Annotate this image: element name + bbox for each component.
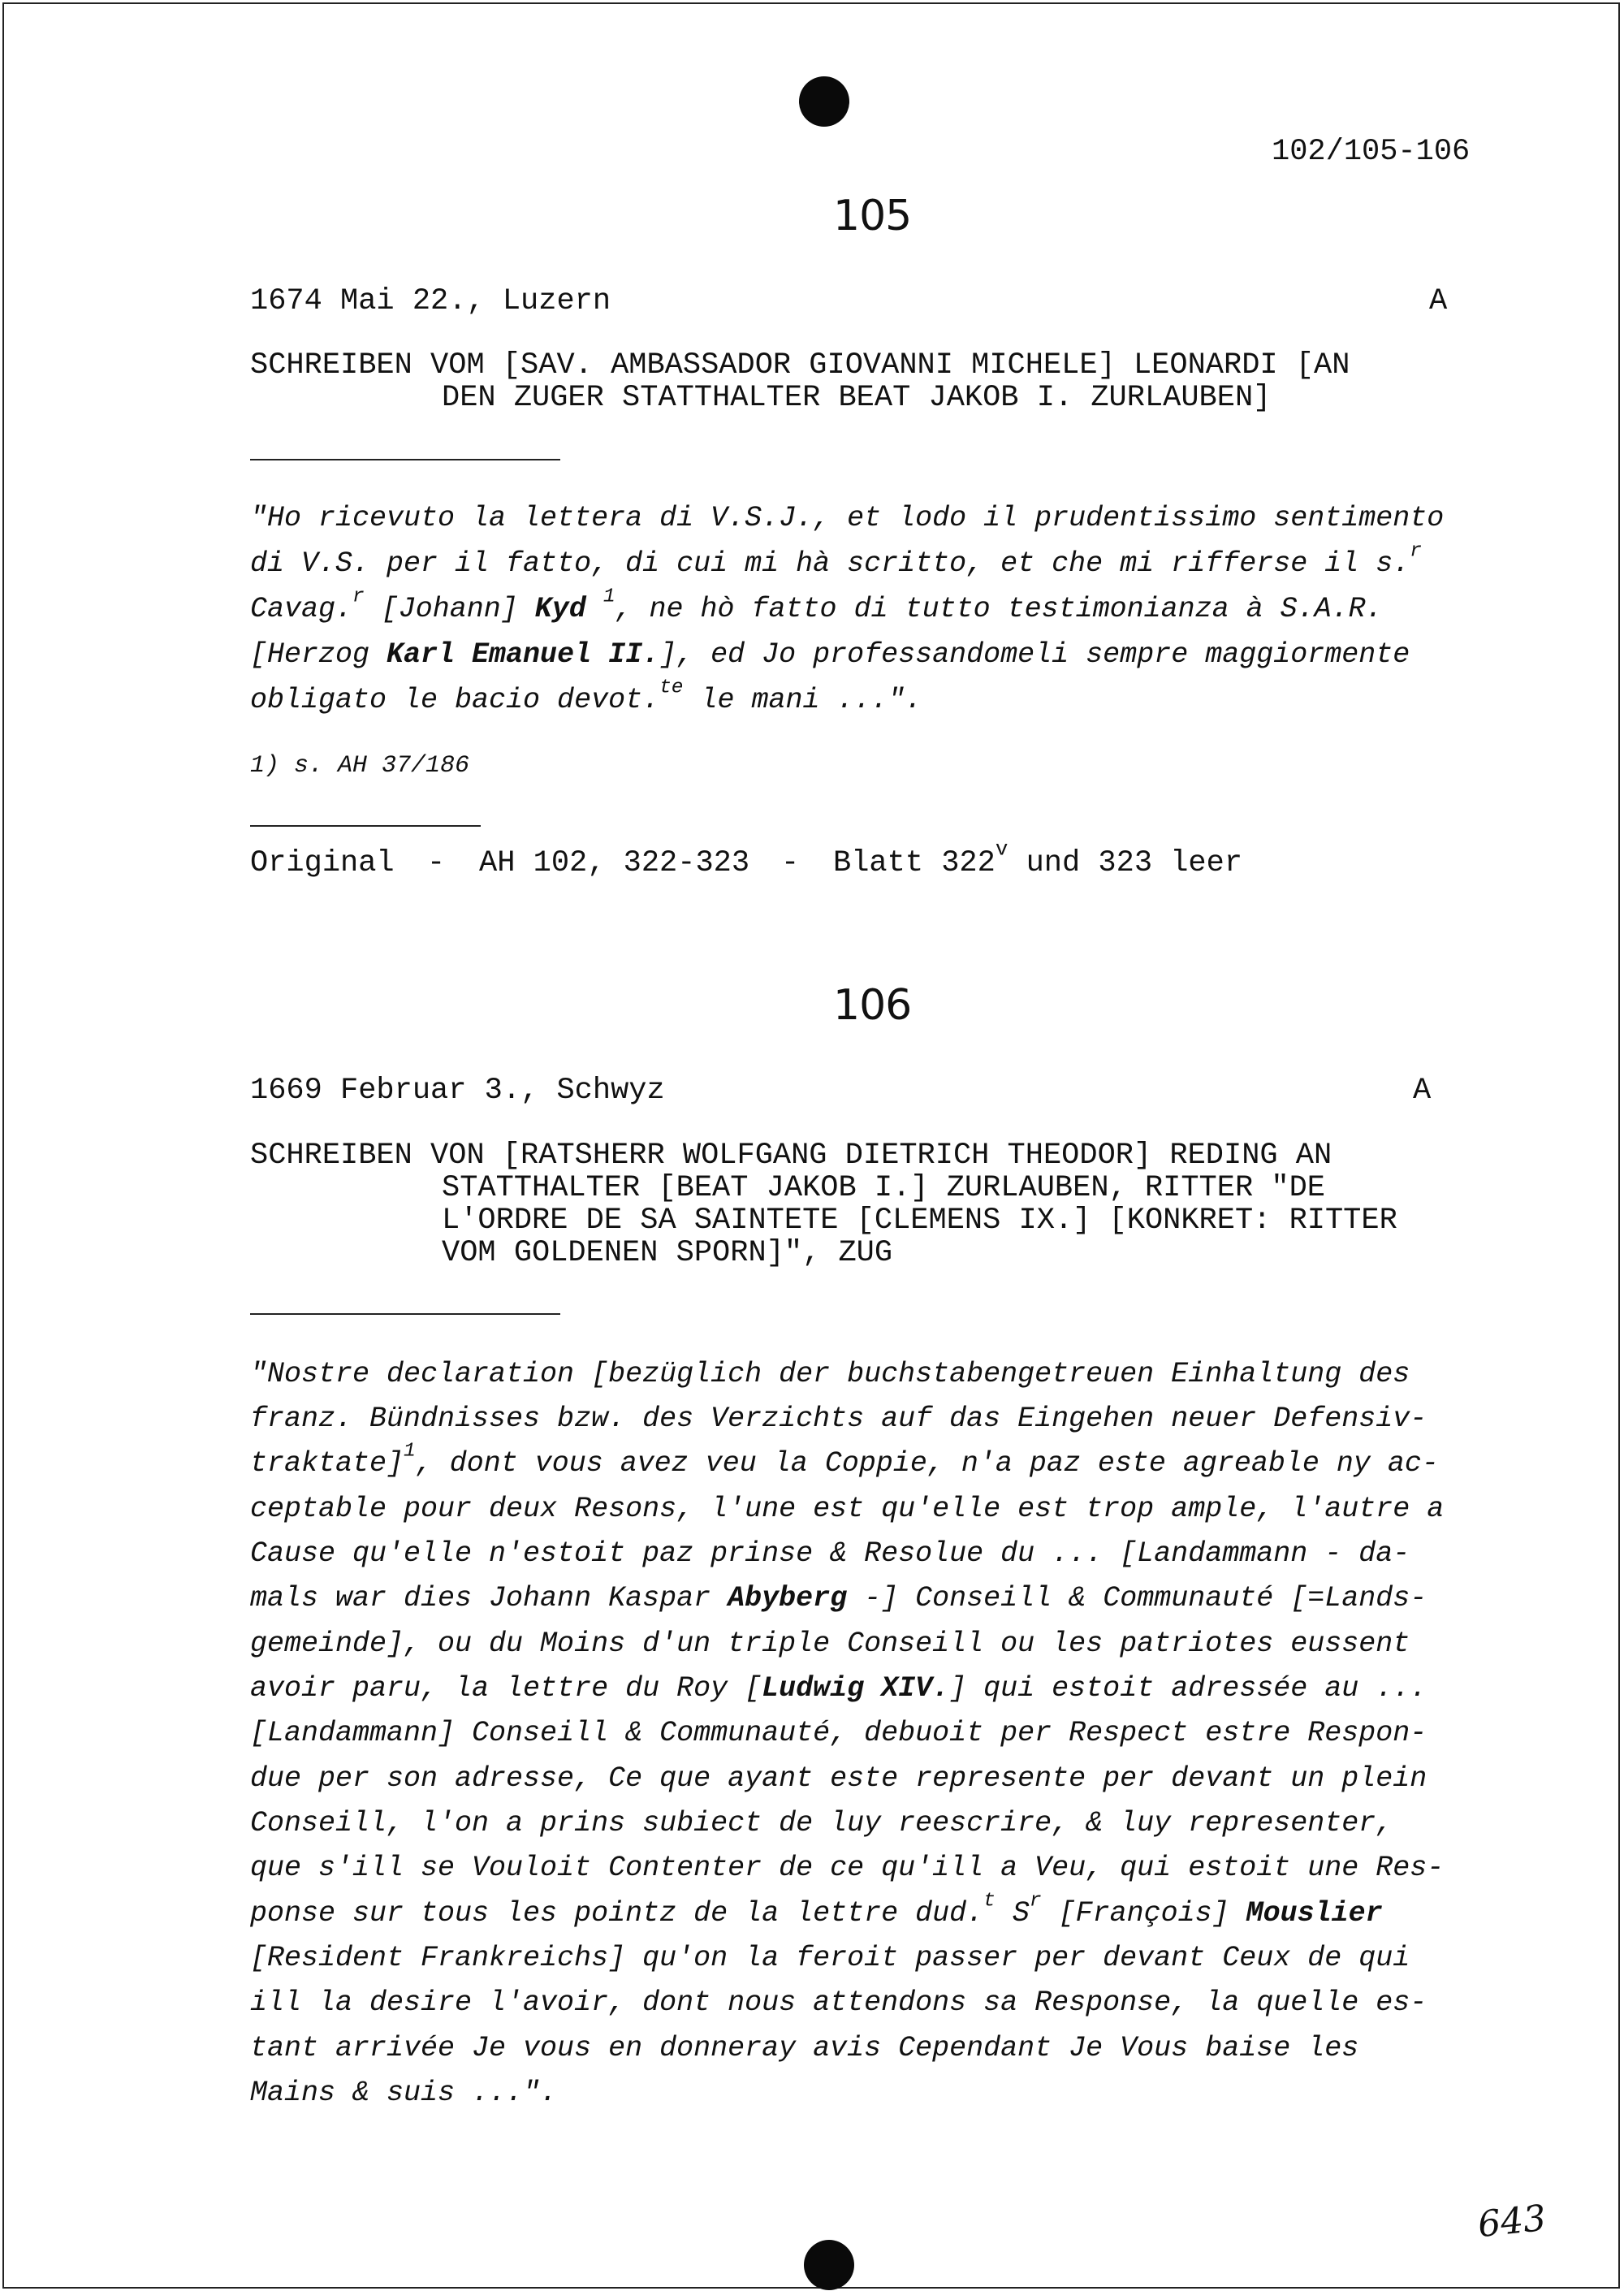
entry-number: 105 [833, 192, 912, 240]
source-reference: AH 102, 322-323 [479, 846, 750, 880]
footnote: 1) s. AH 37/186 [250, 752, 470, 780]
entry-date-place: 1674 Mai 22., Luzern [250, 284, 611, 318]
source-note: Blatt 322$^v$ und 323 leer [833, 836, 1243, 880]
quote-line: que s'ill se Vouloit Contenter de ce qu'ill a Veu, qui estoit une Res- [250, 1852, 1445, 1884]
quote-line: di V.S. per il fatto, di cui mi hà scritto, et che mi rifferse il s.$^r$ [250, 540, 1422, 580]
quote-line: ponse sur tous les pointz de la lettre dud.$^t$ $S^r$ [François] Mouslier [250, 1890, 1383, 1930]
quote-line: Mains & suis ...". [250, 2077, 558, 2109]
quote-line: "Ho ricevuto la lettera di V.S.J., et lodo il prudentissimo sentimento [250, 502, 1445, 534]
quote-line: Cavag.$^r$ [Johann] Kyd $^1$, ne hò fatto di tutto testimonianza à S.A.R. [250, 586, 1383, 625]
entry-category: A [1429, 284, 1448, 318]
entry-heading-line: SCHREIBEN VOM [SAV. AMBASSADOR GIOVANNI MICHELE] LEONARDI [AN [250, 348, 1350, 383]
quote-line: [Resident Frankreichs] qu'on la feroit passer per devant Ceux de qui [250, 1942, 1410, 1974]
punch-hole-bottom [804, 2240, 854, 2290]
source-dash: - [427, 846, 446, 880]
quote-line: gemeinde], ou du Moins d'un triple Conseill ou les patriotes eussent [250, 1627, 1410, 1660]
entry-heading-line: STATTHALTER [BEAT JAKOB I.] ZURLAUBEN, RITTER "DE [442, 1171, 1325, 1205]
separator-rule [250, 459, 560, 460]
source-dash: - [781, 846, 800, 880]
quote-line: tant arrivée Je vous en donneray avis Cependant Je Vous baise les [250, 2032, 1359, 2064]
entry-date-place: 1669 Februar 3., Schwyz [250, 1074, 665, 1108]
entry-heading-line: L'ORDRE DE SA SAINTETE [CLEMENS IX.] [KONKRET: RITTER [442, 1204, 1397, 1238]
separator-rule [250, 1313, 560, 1315]
quote-line: Cause qu'elle n'estoit paz prinse & Resolue du ... [Landammann - da- [250, 1537, 1410, 1570]
entry-number: 106 [833, 981, 912, 1030]
entry-heading-line: SCHREIBEN VON [RATSHERR WOLFGANG DIETRICH THEODOR] REDING AN [250, 1139, 1332, 1173]
entry-heading-line: VOM GOLDENEN SPORN]", ZUG [442, 1236, 893, 1270]
quote-line: [Herzog Karl Emanuel II.], ed Jo professandomeli sempre maggiormente [250, 638, 1410, 671]
quote-line: due per son adresse, Ce que ayant este represente per devant un plein [250, 1762, 1427, 1795]
entry-category: A [1413, 1074, 1432, 1108]
entry-heading-line: DEN ZUGER STATTHALTER BEAT JAKOB I. ZURLAUBEN] [442, 381, 1272, 415]
source-original: Original [250, 846, 395, 880]
quote-line: Conseill, l'on a prins subiect de luy reescrire, & luy representer, [250, 1807, 1393, 1839]
quote-line: ceptable pour deux Resons, l'une est qu'elle est trop ample, l'autre a [250, 1493, 1445, 1525]
quote-line: [Landammann] Conseill & Communauté, debuoit per Respect estre Respon- [250, 1717, 1427, 1749]
quote-line: mals war dies Johann Kaspar Abyberg -] Conseill & Communauté [=Lands- [250, 1582, 1427, 1615]
document-reference: 102/105-106 [1272, 135, 1471, 169]
quote-line: ill la desire l'avoir, dont nous attendons sa Response, la quelle es- [250, 1986, 1427, 2019]
quote-line: obligato le bacio devot.$^{te}$ le mani ...". [250, 676, 922, 716]
punch-hole-top [799, 76, 849, 127]
quote-line: franz. Bündnisses bzw. des Verzichts auf das Eingehen neuer Defensiv- [250, 1403, 1427, 1435]
separator-rule [250, 825, 481, 827]
quote-line: "Nostre declaration [bezüglich der buchstabengetreuen Einhaltung des [250, 1358, 1410, 1390]
quote-line: avoir paru, la lettre du Roy [Ludwig XIV.] qui estoit adressée au ... [250, 1672, 1427, 1705]
handwritten-page-number: 643 [1475, 2197, 1548, 2246]
quote-line: traktate]$^1$, dont vous avez veu la Coppie, n'a paz este agreable ny ac- [250, 1440, 1439, 1480]
